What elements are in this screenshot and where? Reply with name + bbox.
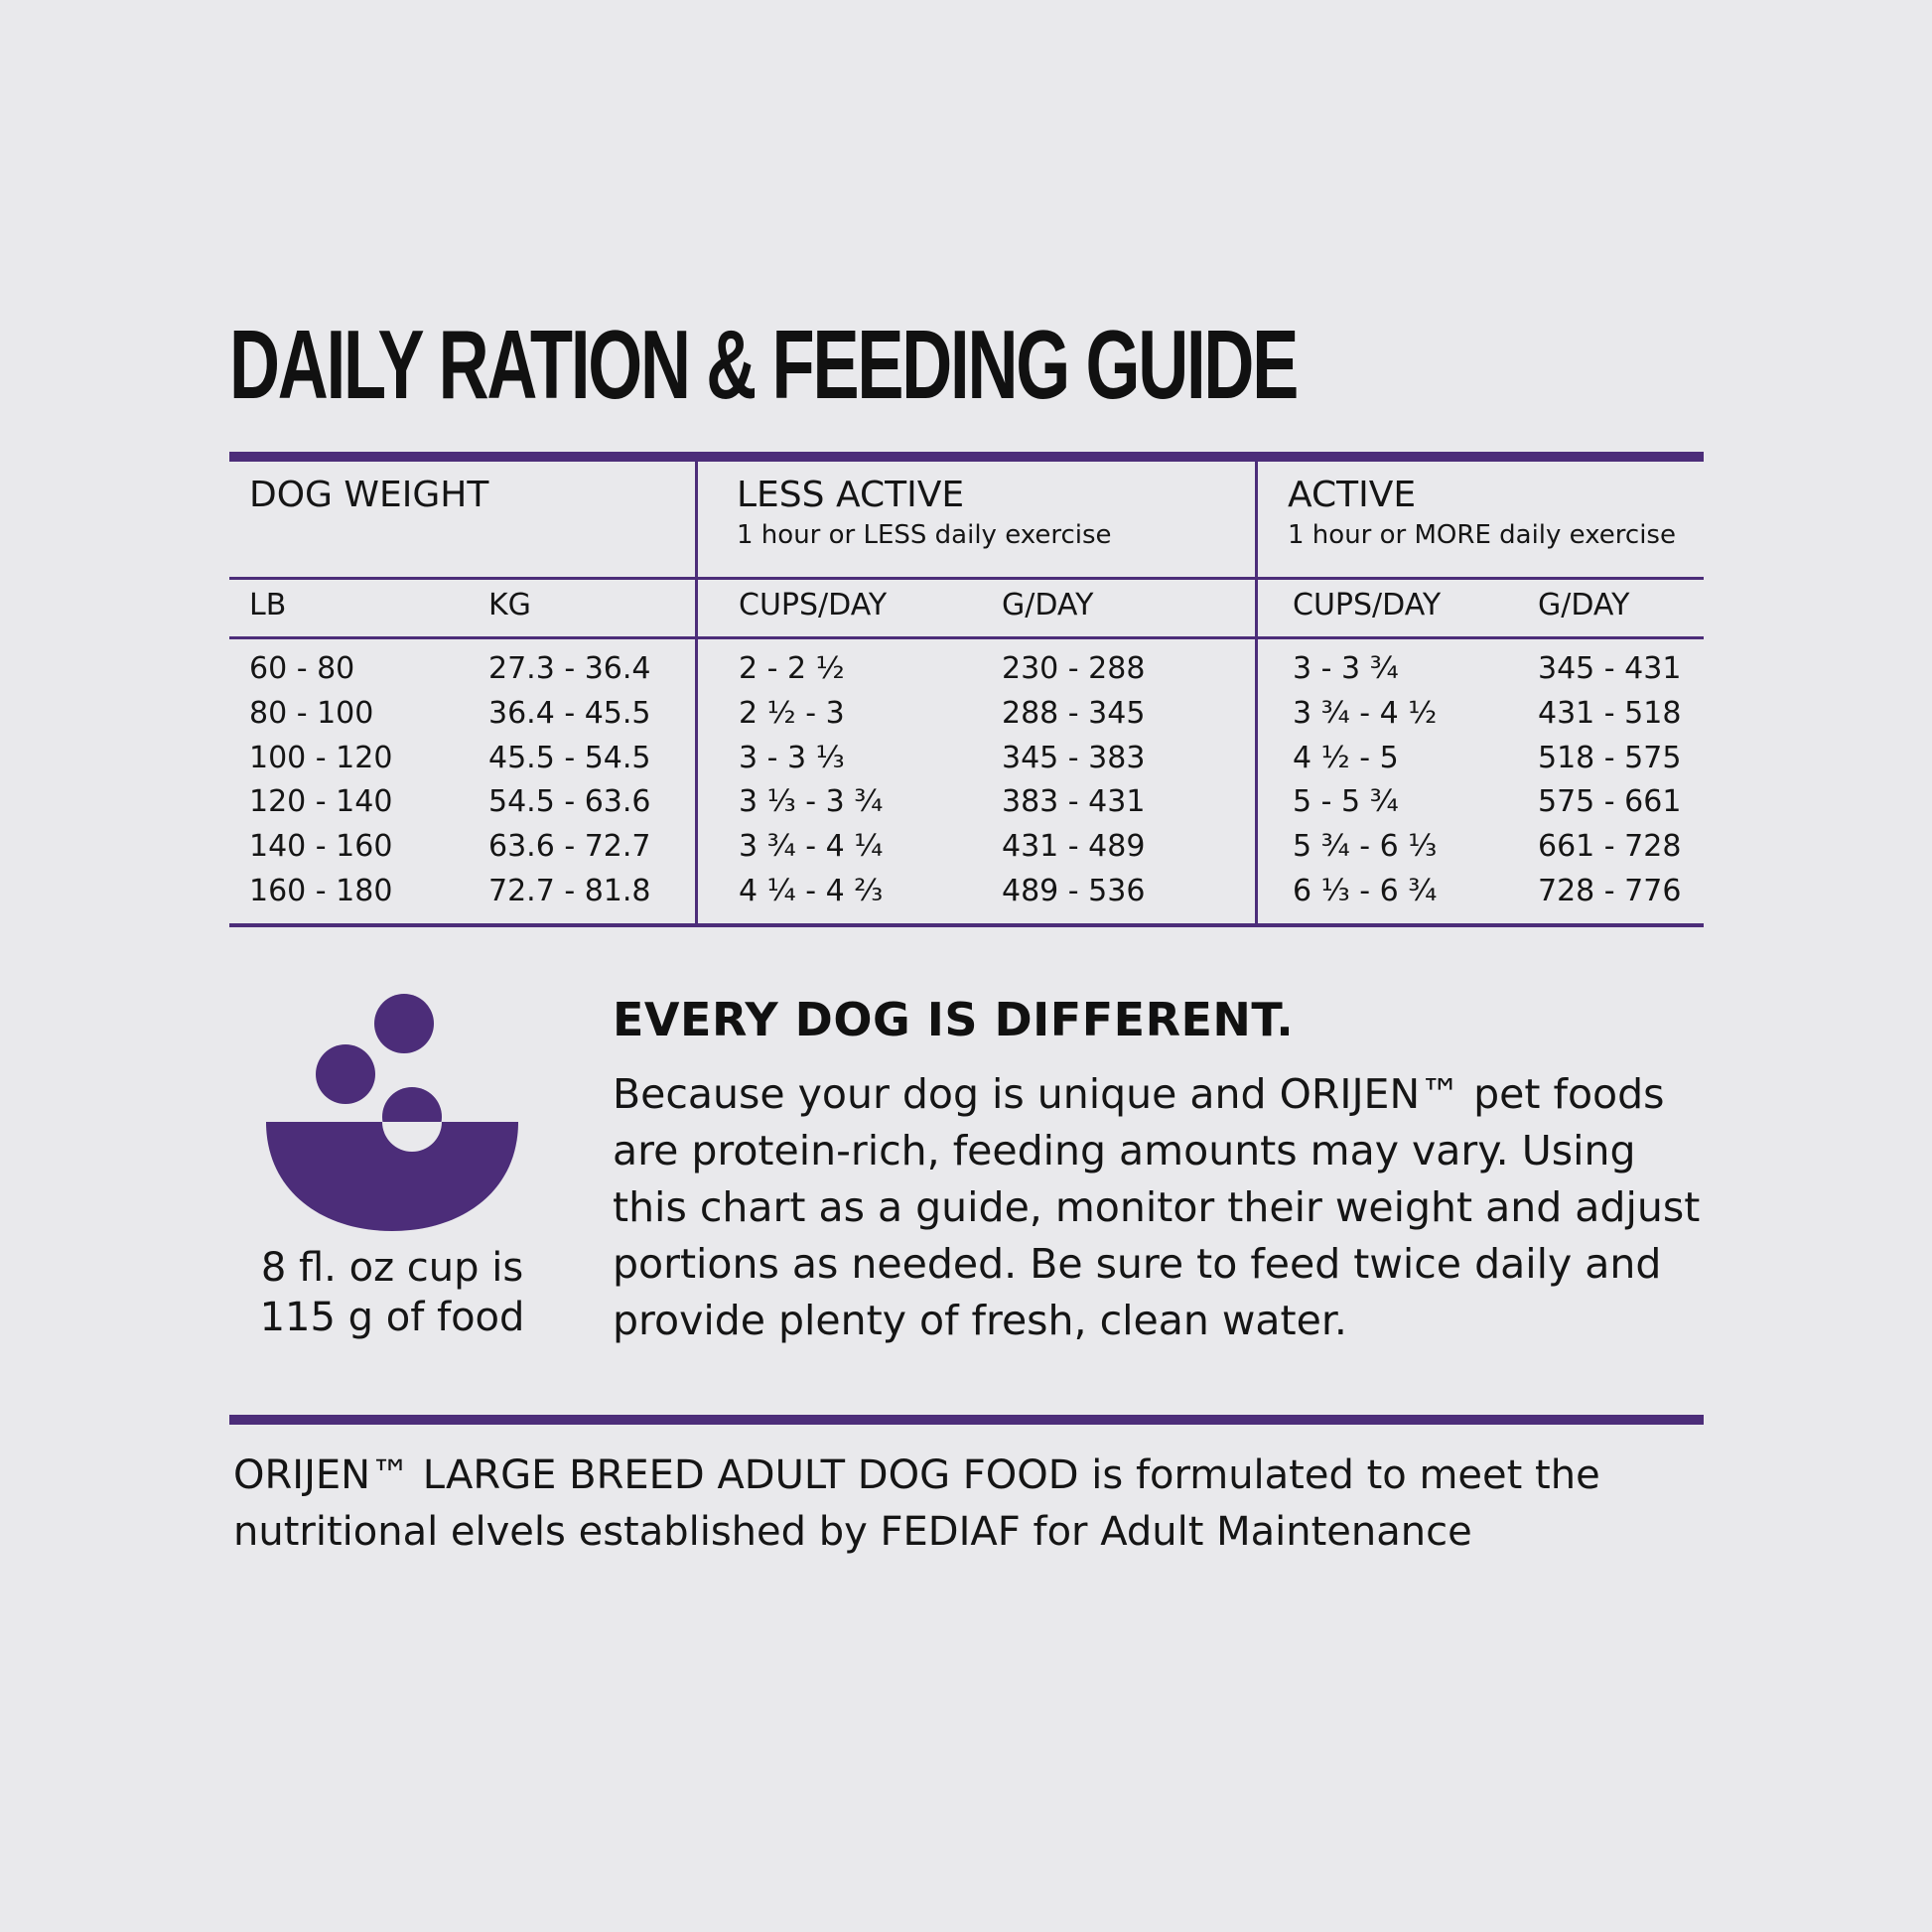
cell-kg: 36.4 - 45.5	[488, 695, 651, 731]
cell-active-grams: 518 - 575	[1538, 740, 1682, 775]
cell-active-cups: 6 ⅓ - 6 ¾	[1293, 873, 1438, 908]
cell-less-cups: 2 - 2 ½	[739, 651, 845, 686]
header-active: ACTIVE	[1288, 475, 1417, 515]
cell-active-cups: 3 - 3 ¾	[1293, 651, 1399, 686]
cell-less-grams: 383 - 431	[1002, 784, 1146, 820]
header-less-active-sub: 1 hour or LESS daily exercise	[737, 520, 1112, 550]
header-less-active: LESS ACTIVE	[737, 475, 965, 515]
cell-active-cups: 5 ¾ - 6 ⅓	[1293, 829, 1438, 865]
cell-less-cups: 4 ¼ - 4 ⅔	[739, 873, 884, 908]
table-row	[0, 780, 1932, 825]
cell-less-grams: 431 - 489	[1002, 829, 1146, 865]
table-header-rule	[229, 577, 1704, 580]
column-header-less-grams: G/DAY	[1002, 588, 1094, 622]
cell-less-cups: 3 ⅓ - 3 ¾	[739, 784, 884, 820]
column-header-active-cups: CUPS/DAY	[1293, 588, 1442, 622]
cell-kg: 72.7 - 81.8	[488, 873, 651, 908]
cell-kg: 54.5 - 63.6	[488, 784, 651, 820]
table-top-rule	[229, 452, 1704, 462]
table-row	[0, 737, 1932, 781]
cell-less-grams: 230 - 288	[1002, 651, 1146, 686]
footer-statement: ORIJEN™ LARGE BREED ADULT DOG FOOD is formulated to meet the nutritional elvels established by FEDIAF for Adult Maintenance	[233, 1452, 1600, 1555]
cell-lb: 100 - 120	[249, 740, 393, 775]
cell-active-grams: 728 - 776	[1538, 873, 1682, 908]
header-active-sub: 1 hour or MORE daily exercise	[1288, 520, 1676, 550]
cell-less-grams: 345 - 383	[1002, 740, 1146, 775]
cell-active-grams: 661 - 728	[1538, 829, 1682, 865]
food-bowl-icon	[258, 988, 526, 1241]
table-colhead-rule	[229, 636, 1704, 639]
cell-active-grams: 575 - 661	[1538, 784, 1682, 820]
cell-lb: 60 - 80	[249, 651, 355, 686]
cell-kg: 27.3 - 36.4	[488, 651, 651, 686]
cell-less-cups: 3 - 3 ⅓	[739, 740, 845, 775]
cell-kg: 63.6 - 72.7	[488, 829, 651, 865]
cup-note-line-1: 8 fl. oz cup is	[260, 1245, 524, 1291]
cell-lb: 160 - 180	[249, 873, 393, 908]
cell-active-cups: 5 - 5 ¾	[1293, 784, 1399, 820]
table-bottom-rule	[229, 923, 1704, 927]
table-row	[0, 825, 1932, 870]
cell-active-grams: 345 - 431	[1538, 651, 1682, 686]
cell-kg: 45.5 - 54.5	[488, 740, 651, 775]
page-title: DAILY RATION & FEEDING GUIDE	[229, 310, 1298, 419]
column-header-lb: LB	[249, 588, 287, 622]
cell-less-grams: 489 - 536	[1002, 873, 1146, 908]
cup-note-line-2: 115 g of food	[259, 1295, 525, 1340]
cell-lb: 80 - 100	[249, 695, 374, 731]
column-header-less-cups: CUPS/DAY	[739, 588, 888, 622]
header-dog-weight: DOG WEIGHT	[249, 475, 489, 515]
table-row	[0, 870, 1932, 914]
every-dog-heading: EVERY DOG IS DIFFERENT.	[613, 993, 1295, 1046]
cell-lb: 140 - 160	[249, 829, 393, 865]
table-body	[0, 647, 1932, 914]
cup-note	[228, 1243, 556, 1342]
footer-rule	[229, 1415, 1704, 1425]
cell-less-cups: 2 ½ - 3	[739, 695, 845, 731]
cell-active-cups: 3 ¾ - 4 ½	[1293, 695, 1438, 731]
every-dog-body: Because your dog is unique and ORIJEN™ pet foods are protein-rich, feeding amounts may vary. Using this chart as a guide, monitor their weight and adjust portions as needed. Be sure to feed twice daily and provide plenty of fresh, clean water.	[613, 1070, 1701, 1344]
column-header-kg: KG	[488, 588, 531, 622]
cell-active-grams: 431 - 518	[1538, 695, 1682, 731]
table-row	[0, 692, 1932, 737]
cell-less-cups: 3 ¾ - 4 ¼	[739, 829, 884, 865]
cell-lb: 120 - 140	[249, 784, 393, 820]
cell-active-cups: 4 ½ - 5	[1293, 740, 1399, 775]
table-row	[0, 647, 1932, 692]
column-header-active-grams: G/DAY	[1538, 588, 1630, 622]
cell-less-grams: 288 - 345	[1002, 695, 1146, 731]
